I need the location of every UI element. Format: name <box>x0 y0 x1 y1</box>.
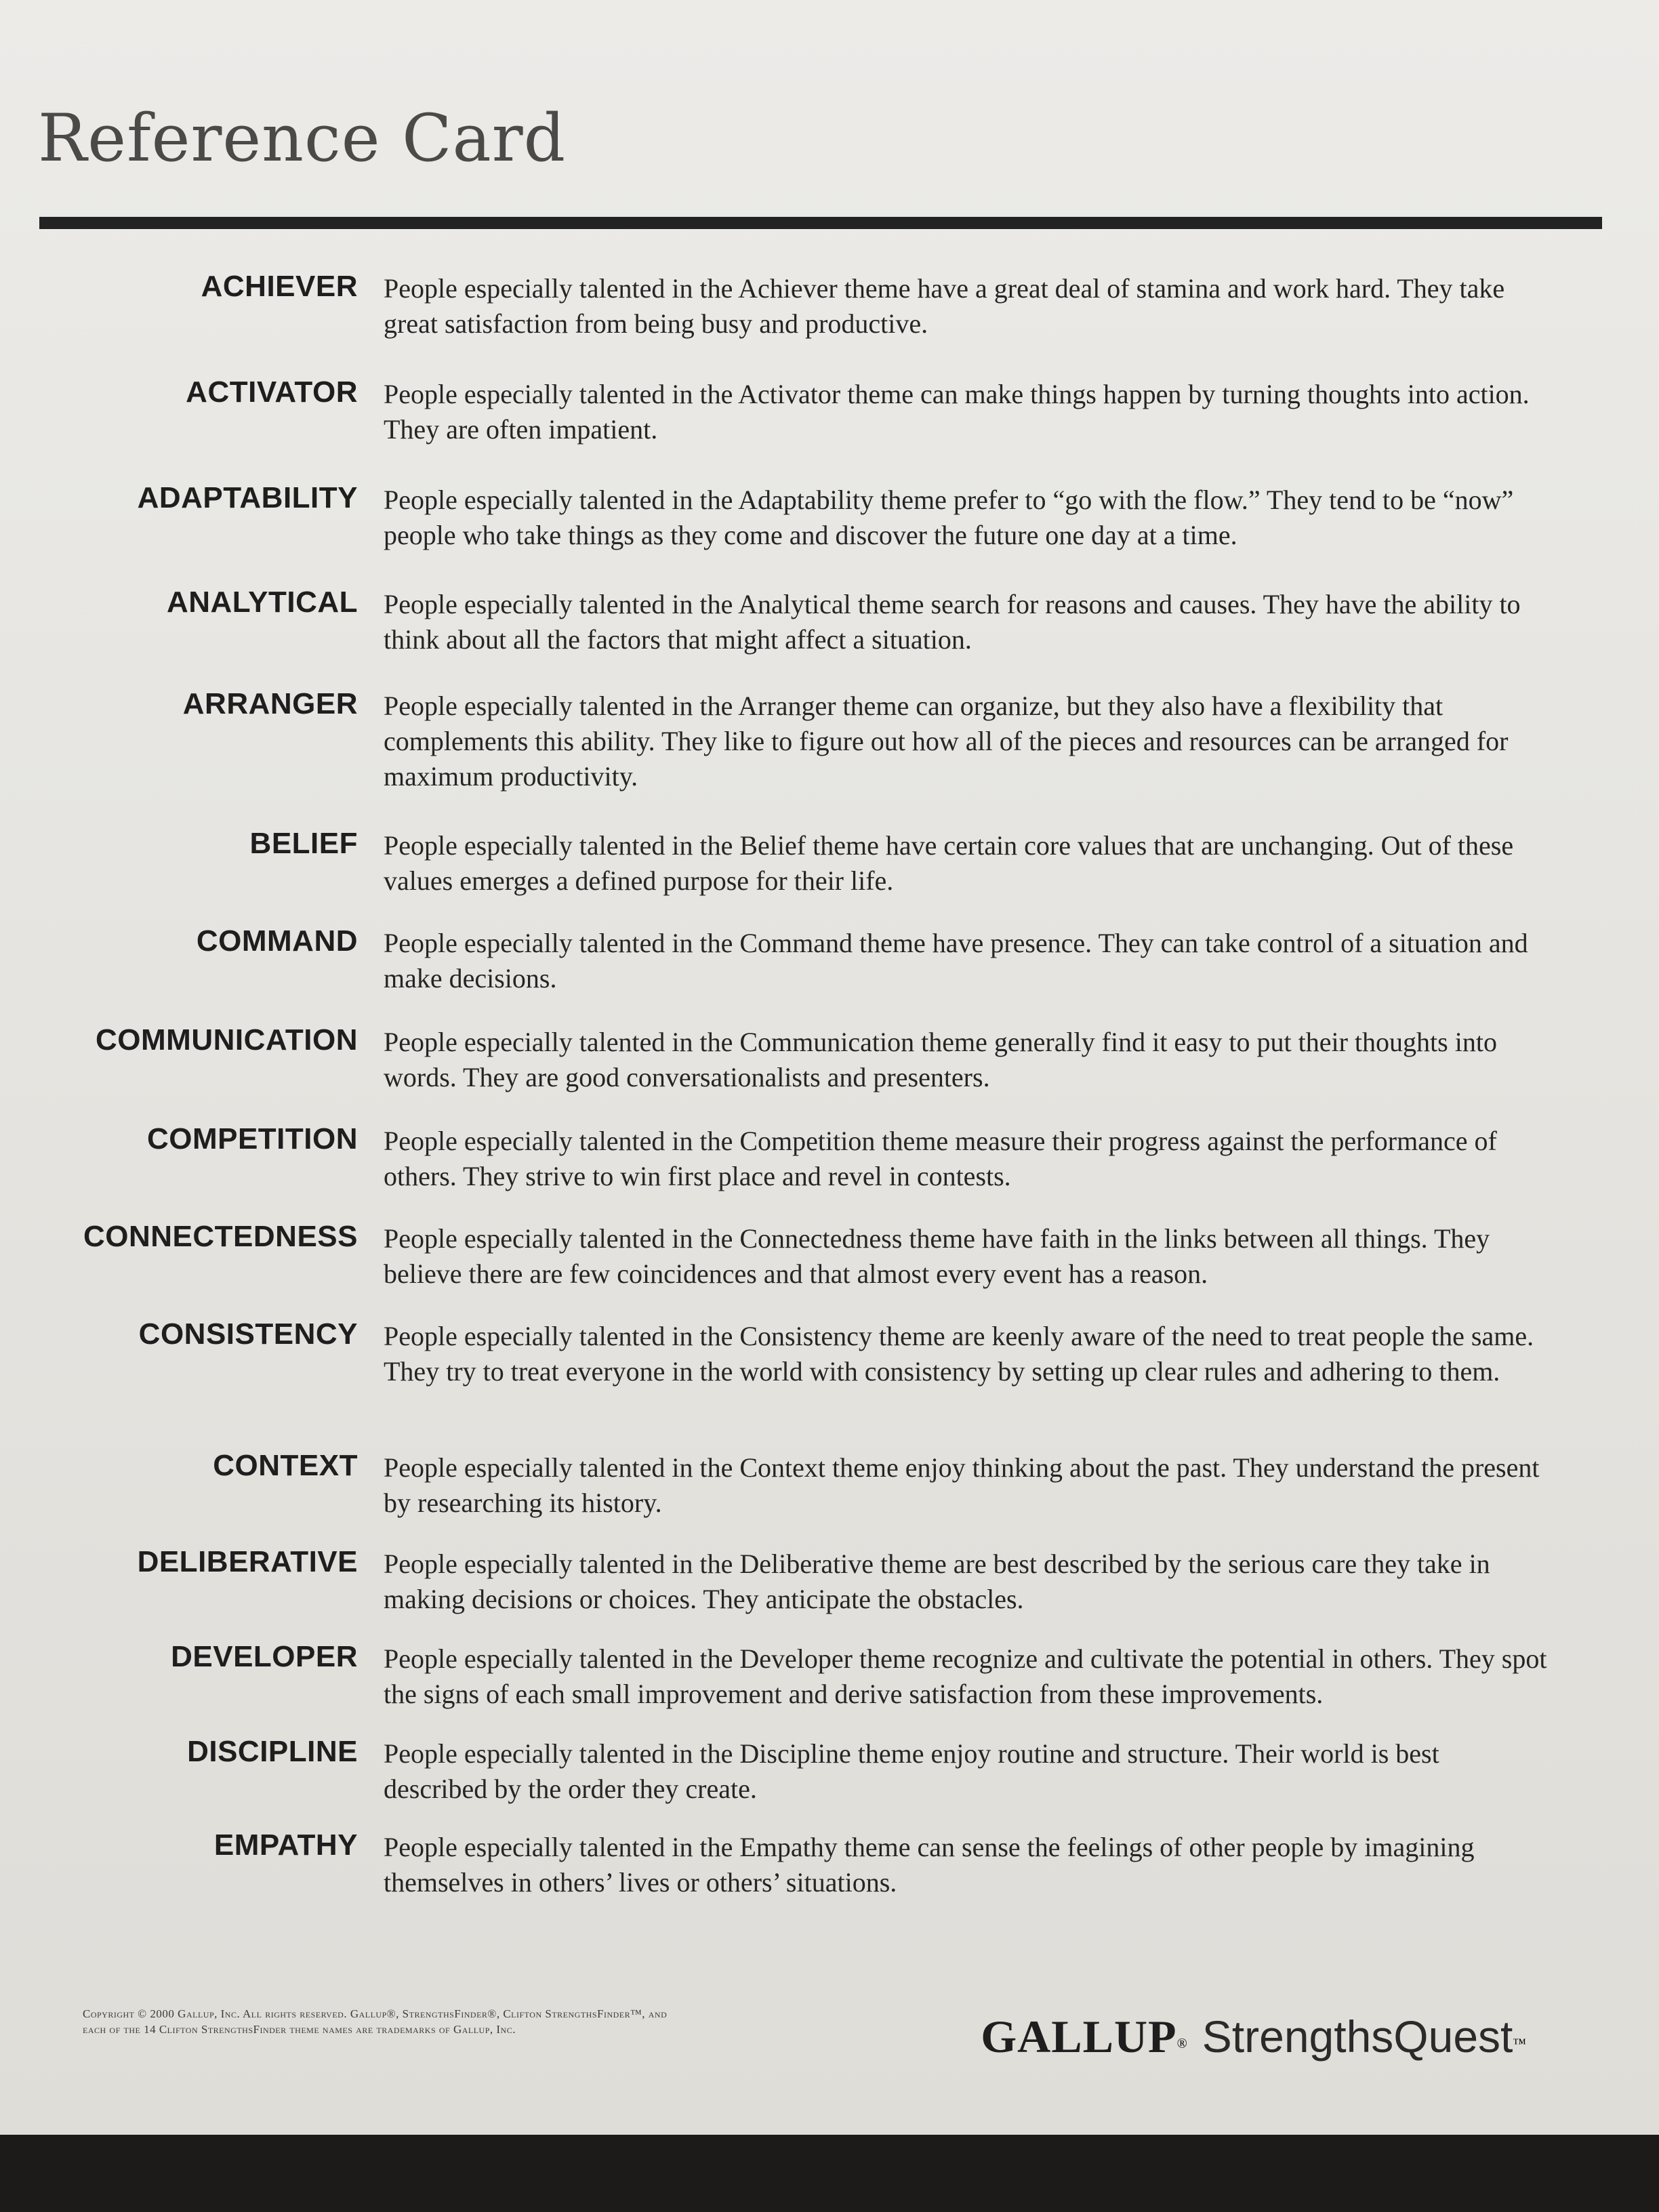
theme-description: People especially talented in the Achiever theme have a great deal of stamina and work hard. They take great satisfaction from being busy and productive. <box>384 273 1505 339</box>
theme-name: COMMAND <box>196 924 358 958</box>
gallup-strengthsquest-logo <box>981 2010 1526 2064</box>
theme-description: People especially talented in the Context theme enjoy thinking about the past. They understand the present by researching its history. <box>384 1452 1540 1518</box>
theme-description: People especially talented in the Connectedness theme have faith in the links between all things. They believe there are few coincidences and that almost every event has a reason. <box>384 1223 1490 1289</box>
theme-name: ADAPTABILITY <box>137 481 358 514</box>
gallup-wordmark: GALLUP <box>981 2011 1177 2062</box>
registered-mark: ® <box>1176 2036 1187 2051</box>
theme-name: CONSISTENCY <box>138 1317 358 1351</box>
page-title: Reference Card <box>38 100 567 176</box>
theme-description: People especially talented in the Consistency theme are keenly aware of the need to treat people the same. They try to treat everyone in the world with consistency by setting up clear rules and adhering to them. <box>384 1321 1534 1387</box>
theme-description: People especially talented in the Discipline theme enjoy routine and structure. Their world is best described by the order they create. <box>384 1738 1439 1804</box>
theme-description: People especially talented in the Communication theme generally find it easy to put their thoughts into words. They are good conversationalists and presenters. <box>384 1027 1497 1092</box>
theme-description: People especially talented in the Empathy theme can sense the feelings of other people by imagining themselves in others’ lives or others’ situations. <box>384 1832 1475 1898</box>
theme-name: DISCIPLINE <box>187 1735 358 1768</box>
theme-name: DEVELOPER <box>171 1640 358 1673</box>
theme-name: EMPATHY <box>213 1828 358 1862</box>
theme-name: ANALYTICAL <box>166 586 358 619</box>
theme-description: People especially talented in the Adaptability theme prefer to “go with the flow.” They tend to be “now” people who take things as they come and discover the future one day at a time. <box>384 485 1514 550</box>
theme-name: DELIBERATIVE <box>137 1545 358 1578</box>
theme-description: People especially talented in the Deliberative theme are best described by the serious care they take in making decisions or choices. They anticipate the obstacles. <box>384 1549 1490 1614</box>
theme-name: CONTEXT <box>213 1449 358 1482</box>
theme-description: People especially talented in the Command theme have presence. They can take control of a situation and make decisions. <box>384 928 1528 994</box>
theme-description: People especially talented in the Analytical theme search for reasons and causes. They have the ability to think about all the factors that might affect a situation. <box>384 589 1521 655</box>
theme-description: People especially talented in the Arranger theme can organize, but they also have a flexibility that complements this ability. They like to figure out how all of the pieces and resources can be arranged for maximum productivity. <box>384 691 1509 792</box>
theme-name: ACHIEVER <box>201 270 358 303</box>
copyright-notice: Copyright © 2000 Gallup, Inc. All rights reserved. Gallup®, StrengthsFinder®, Clifton StrengthsFinder™, and each of the 14 Clifton StrengthsFinder theme names are trademarks of Gallup, Inc. <box>83 2007 668 2036</box>
theme-name: BELIEF <box>249 827 358 860</box>
title-divider <box>39 217 1602 229</box>
theme-description: People especially talented in the Belief theme have certain core values that are unchanging. Out of these values emerges a defined purpose for their life. <box>384 830 1514 896</box>
trademark-mark: ™ <box>1513 2036 1526 2051</box>
theme-name: CONNECTEDNESS <box>83 1220 358 1253</box>
theme-name: ACTIVATOR <box>186 375 358 409</box>
theme-name: ARRANGER <box>182 687 358 720</box>
strengthsquest-wordmark: StrengthsQuest <box>1202 2011 1513 2062</box>
theme-name: COMPETITION <box>146 1122 358 1155</box>
theme-name: COMMUNICATION <box>96 1023 358 1057</box>
theme-description: People especially talented in the Competition theme measure their progress against the performance of others. They strive to win first place and revel in contests. <box>384 1126 1497 1191</box>
theme-description: People especially talented in the Developer theme recognize and cultivate the potential in others. They spot the signs of each small improvement and derive satisfaction from these improvements. <box>384 1643 1547 1709</box>
theme-description: People especially talented in the Activator theme can make things happen by turning thoughts into action. They are often impatient. <box>384 379 1530 445</box>
